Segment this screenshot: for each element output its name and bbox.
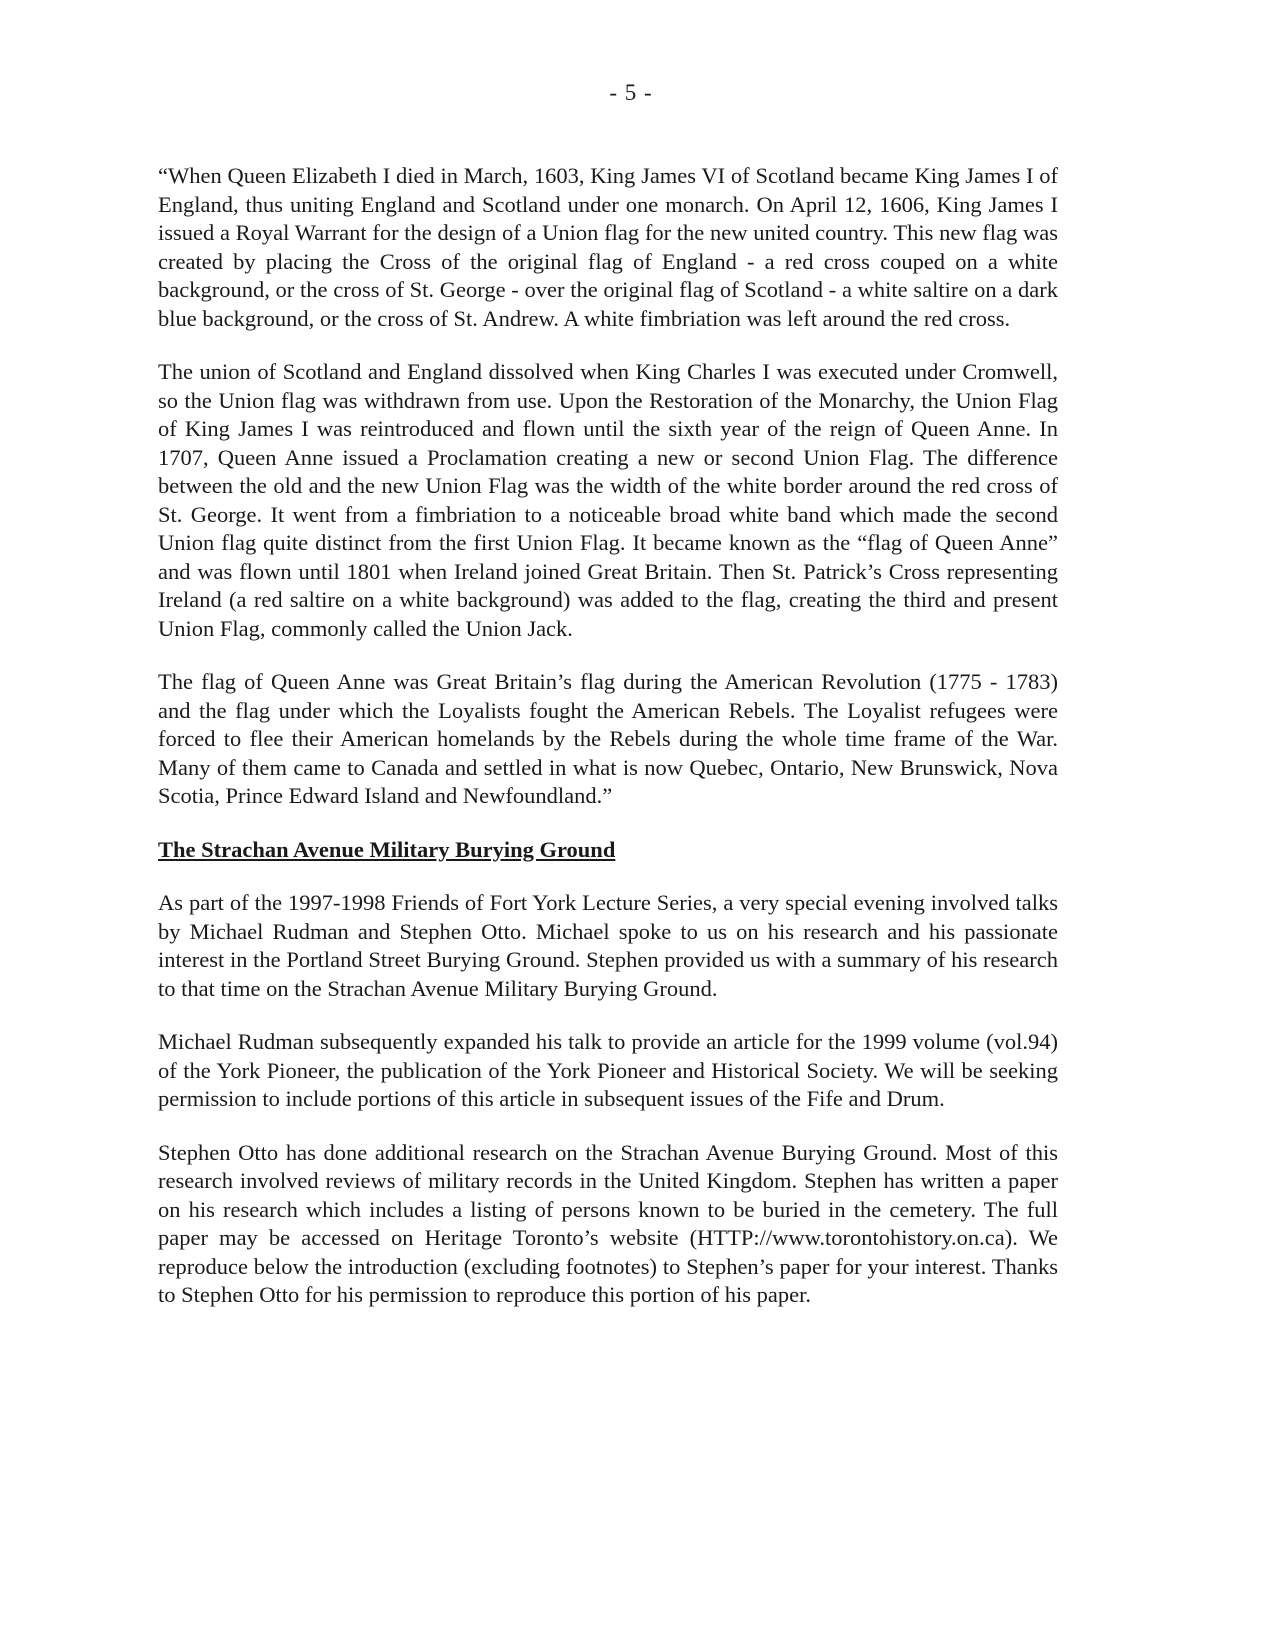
paragraph-otto-research: Stephen Otto has done additional research on the Strachan Avenue Burying Ground. Most of this research involved reviews of military records in the United Kingdom. Stephen has written a paper on his research which includes a listing of persons known to be buried in the cemetery. The full paper may be accessed on Heritage Toronto’s website (HTTP://www.torontohistory.on.ca). We reproduce below the introduction (excluding footnotes) to Stephen’s paper for your interest. Thanks to Stephen Otto for his permission to reproduce this portion of his paper.: [158, 1139, 1058, 1307]
paragraph-union-flag-origin: “When Queen Elizabeth I died in March, 1603, King James VI of Scotland became King James I of England, thus uniting England and Scotland under one monarch. On April 12, 1606, King James I issued a Royal Warrant for the design of a Union flag for the new united country. This new flag was created by placing the Cross of the original flag of England - a red cross couped on a white background, or the cross of St. George - over the original flag of Scotland - a white saltire on a dark blue background, or the cross of St. Andrew. A white fimbriation was left around the red cross.: [158, 163, 1058, 331]
paragraph-queen-anne-flag: The union of Scotland and England dissolved when King Charles I was executed under Cromwell, so the Union flag was withdrawn from use. Upon the Restoration of the Monarchy, the Union Flag of King James I was reintroduced and flown until the sixth year of the reign of Queen Anne. In 1707, Queen Anne issued a Proclamation creating a new or second Union Flag. The difference between the old and the new Union Flag was the width of the white border around the red cross of St. George. It went from a fimbriation to a noticeable broad white band which made the second Union flag quite distinct from the first Union Flag. It became known as the “flag of Queen Anne” and was flown until 1801 when Ireland joined Great Britain. Then St. Patrick’s Cross representing Ireland (a red saltire on a white background) was added to the flag, creating the third and present Union Flag, commonly called the Union Jack.: [158, 359, 1058, 641]
paragraph-rudman-article: Michael Rudman subsequently expanded his talk to provide an article for the 1999 volume (vol.94) of the York Pioneer, the publication of the York Pioneer and Historical Society. We will be seeking permission to include portions of this article in subsequent issues of the Fife and Drum.: [158, 1029, 1058, 1111]
page-number: - 5 -: [609, 80, 653, 105]
section-heading: The Strachan Avenue Military Burying Ground: [158, 836, 616, 862]
paragraph-american-revolution: The flag of Queen Anne was Great Britain’s flag during the American Revolution (1775 - 1783) and the flag under which the Loyalists fought the American Rebels. The Loyalist refugees were forced to flee their American homelands by the Rebels during the whole time frame of the War. Many of them came to Canada and settled in what is now Quebec, Ontario, New Brunswick, Nova Scotia, Prince Edward Island and Newfoundland.”: [158, 669, 1058, 808]
document-body: [158, 162, 1058, 1335]
paragraph-lecture-series: As part of the 1997-1998 Friends of Fort York Lecture Series, a very special evening involved talks by Michael Rudman and Stephen Otto. Michael spoke to us on his research and his passionate interest in the Portland Street Burying Ground. Stephen provided us with a summary of his research to that time on the Strachan Avenue Military Burying Ground.: [158, 890, 1058, 1001]
